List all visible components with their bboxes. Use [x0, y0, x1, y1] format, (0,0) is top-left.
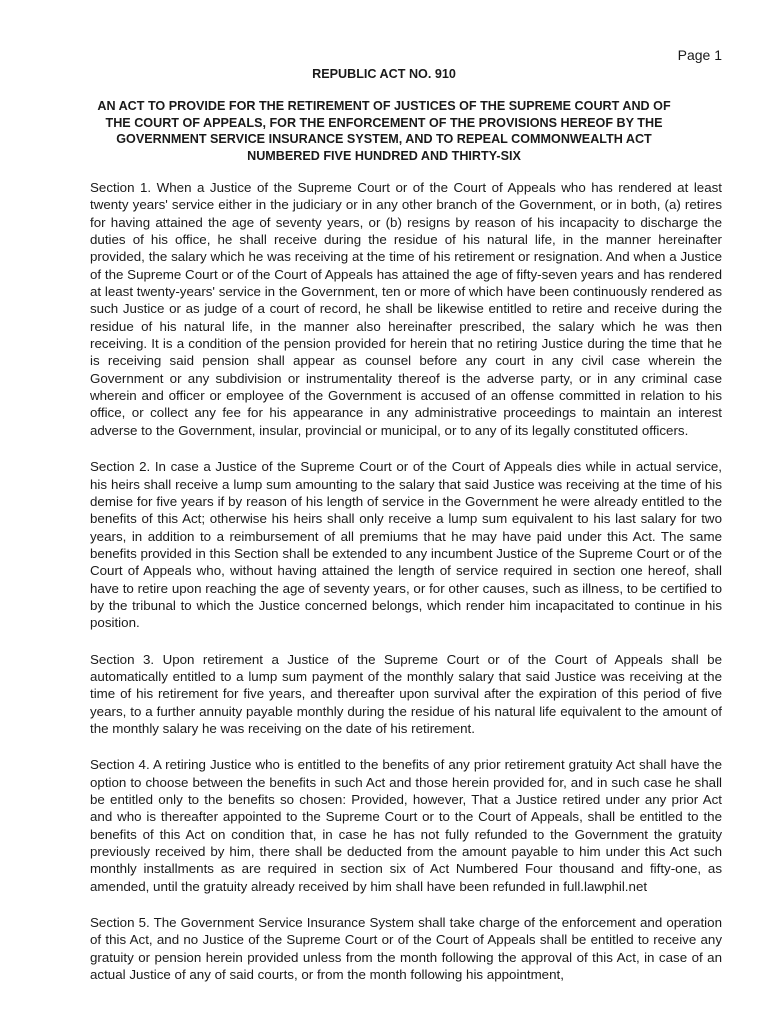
section-5-paragraph: Section 5. The Government Service Insurance System shall take charge of the enforcement and operation of this Act, and no Justice of the Supreme Court or of the Court of Appeals shall be entitled to receive any gratuity or pension herein provided unless from the month following the approval of this Act, in case of an actual Justice of any of said courts, or from the month following his appointment,	[90, 915, 722, 983]
section-2-paragraph: Section 2. In case a Justice of the Supreme Court or of the Court of Appeals dies while in actual service, his heirs shall receive a lump sum amounting to the salary that said Justice was receiving at the time of his demise for five years if by reason of his length of service in the Government he were already entitled to the benefits of this Act; otherwise his heirs shall only receive a lump sum equivalent to his last salary for two years, in addition to a reimbursement of all premiums that he may have paid under this Act. The same benefits provided in this Section shall be extended to any incumbent Justice of the Supreme Court or of the Court of Appeals who, without having attained the length of service required in section one hereof, shall have to retire upon reaching the age of seventy years, or for other causes, such as illness, to be certified to by the tribunal to which the Justice concerned belongs, which render him incapacitated to continue in his position.	[90, 459, 722, 631]
page-number: Page 1	[677, 47, 722, 63]
act-number-heading: REPUBLIC ACT NO. 910	[312, 67, 456, 81]
section-1-paragraph: Section 1. When a Justice of the Supreme Court or of the Court of Appeals who has rendered at least twenty years' service either in the judiciary or in any other branch of the Government, or in both, (a) retires for having attained the age of seventy years, or (b) resigns by reason of his incapacity to discharge the duties of his office, he shall receive during the residue of his natural life, in the manner hereinafter provided, the salary which he was receiving at the time of his retirement or resignation. And when a Justice of the Supreme Court or of the Court of Appeals has attained the age of fifty-seven years and has rendered at least twenty-years' service in the Government, ten or more of which have been continuously rendered as such Justice or as judge of a court of record, he shall be likewise entitled to retire and receive during the residue of his natural life, in the manner also hereinafter prescribed, the salary which he was then receiving. It is a condition of the pension provided for herein that no retiring Justice during the time that he is receiving said pension shall appear as counsel before any court in any civil case wherein the Government or any subdivision or instrumentality thereof is the adverse party, or in any criminal case wherein and officer or employee of the Government is accused of an offense committed in relation to his office, or collect any fee for his appearance in any administrative proceedings to maintain an interest adverse to the Government, insular, provincial or municipal, or to any of its legally constituted officers.	[90, 180, 722, 438]
act-body	[90, 179, 722, 1002]
section-4-paragraph: Section 4. A retiring Justice who is entitled to the benefits of any prior retirement gratuity Act shall have the option to choose between the benefits in such Act and those herein provided for, and in such case he shall be entitled only to the benefits so chosen: Provided, however, That a Justice retired under any prior Act and who is thereafter appointed to the Supreme Court or to the Court of Appeals, shall be entitled to the benefits of this Act on condition that, in case he has not fully refunded to the Government the gratuity previously received by him, there shall be deducted from the amount payable to him under this Act such monthly installments as are required in section six of Act Numbered Four thousand and fifty-one, as amended, until the gratuity already received by him shall have been refunded in full.lawphil.net	[90, 757, 722, 894]
section-3-paragraph: Section 3. Upon retirement a Justice of the Supreme Court or of the Court of Appeals shall be automatically entitled to a lump sum payment of the monthly salary that said Justice was receiving at the time of his retirement for five years, and thereafter upon survival after the expiration of this period of five years, to a further annuity payable monthly during the residue of his natural life equivalent to the amount of the monthly salary he was receiving on the date of his retirement.	[90, 651, 722, 736]
act-title-heading: AN ACT TO PROVIDE FOR THE RETIREMENT OF JUSTICES OF THE SUPREME COURT AND OF THE COURT OF APPEALS, FOR THE ENFORCEMENT OF THE PROVISIONS HEREOF BY THE GOVERNMENT SERVICE INSURANCE SYSTEM, AND TO REPEAL COMMONWEALTH ACT NUMBERED FIVE HUNDRED AND THIRTY-SIX	[97, 99, 671, 163]
